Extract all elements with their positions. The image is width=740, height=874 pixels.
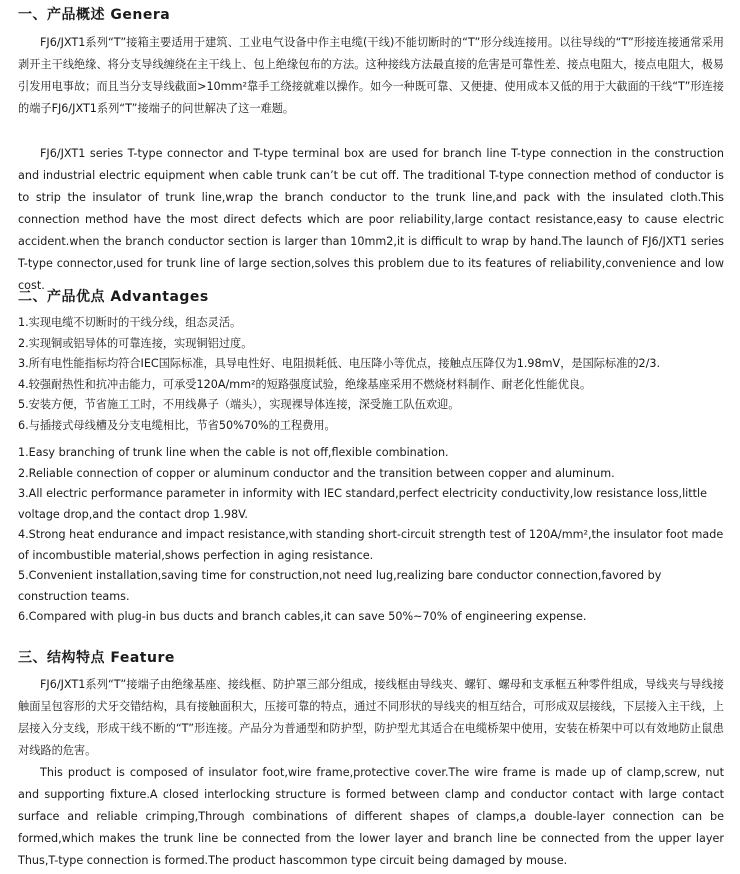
list-item: 5.安装方便，节省施工工时，不用线鼻子（端头），实现裸导体连接，深受施工队伍欢迎。	[18, 398, 460, 411]
list-item: 6.与插接式母线槽及分支电缆相比，节省50%70%的工程费用。	[18, 418, 336, 432]
section-heading-advantages: 二、产品优点 Advantages	[18, 289, 209, 305]
feature-text-en: This product is composed of insulator foot,wire frame,protective cover.The wire frame is made up of clamp,screw, nut and supporting fixture.A closed interlocking structure is formed between clamp and conductor contact with large contact surface and reliable crimping,Through combinations of different shapes of clamps,a double-layer connection can be formed,which makes the trunk line be connected from the lower layer and branch line be connected from the upper layer Thus,T-type connection is formed.The product hascommon type circuit being damaged by mouse.	[18, 766, 724, 867]
list-item: 4.Strong heat endurance and impact resistance,with standing short-circuit strength test of 120A/mm²,the insulator foot made of incombustible material,shows perfection in aging resistance.	[18, 528, 724, 562]
overview-text-en: FJ6/JXT1 series T-type connector and T-type terminal box are used for branch line T-type connection in the construction and industrial electric equipment when cable trunk can’t be cut off. The traditional T-type connection method of conductor is to strip the insulator of trunk line,wrap the branch conductor to the trunk line,and pack with the insulated cloth.This connection method have the most direct defects which are poor reliability,large contact resistance,easy to cause electric accident.when the branch conductor section is larger than 10mm2,it is difficult to wrap by hand.The launch of FJ6/JXT1 series T-type connector,used for trunk line of large section,solves this problem due to its features of reliability,convenience and low cost.	[18, 147, 724, 292]
list-item: 1.实现电缆不切断时的干线分线，组态灵活。	[18, 316, 242, 329]
section-heading-feature: 三、结构特点 Feature	[18, 650, 175, 666]
list-item: 6.Compared with plug-in bus ducts and branch cables,it can save 50%~70% of engineering expense.	[18, 610, 587, 623]
list-item: 4.较强耐热性和抗冲击能力，可承受120A/mm²的短路强度试验，绝缘基座采用不燃烧材料制作、耐老化性能优良。	[18, 377, 592, 391]
list-item: 1.Easy branching of trunk line when the cable is not off,flexible combination.	[18, 446, 449, 459]
overview-text-zh: FJ6/JXT1系列“T”接箱主要适用于建筑、工业电气设备中作主电缆(干线)不能切断时的“T”形分线连接用。以往导线的“T”形接连接通常采用剥开主干线绝缘、将分支导线缠绕在主干线上、包上绝缘包布的方法。这种接线方法最直接的危害是可靠性差、接点电阻大，接点电阻大，极易引发用电事故；而且当分支导线截面>10mm²靠手工绕接就难以操作。如今一种既可靠、又便捷、使用成本又低的用于大截面的干线“T”形连接的端子FJ6/JXT1系列“T”接端子的问世解决了这一难题。	[18, 36, 724, 115]
advantages-list-en	[18, 443, 730, 628]
section-heading-overview: 一、产品概述 Genera	[18, 7, 171, 23]
list-item: 3.All electric performance parameter in informity with IEC standard,perfect electricity conductivity,low resistance loss,little voltage drop,and the contact drop 1.98V.	[18, 487, 708, 521]
list-item: 5.Convenient installation,saving time for construction,not need lug,realizing bare conductor connection,favored by construction teams.	[18, 569, 662, 603]
list-item: 3.所有电性能指标均符合IEC国际标准，具导电性好、电阻损耗低、电压降小等优点，接触点压降仅为1.98mV，是国际标准的2/3.	[18, 357, 661, 370]
feature-text-zh: FJ6/JXT1系列“T”接端子由绝缘基座、接线框、防护罩三部分组成，接线框由导线夹、螺钉、螺母和支承框五种零件组成，导线夹与导线接触面呈包容形的犬牙交错结构，具有接触面积大，压接可靠的特点，通过不同形状的导线夹的相互结合，可形成双层接线，下层接入主干线，上层接入分支线，形成干线不断的“T”形连接。产品分为普通型和防护型，防护型尤其适合在电缆桥架中使用，安装在桥架中可以有效地防止鼠患对线路的危害。	[18, 678, 724, 757]
list-item: 2.Reliable connection of copper or aluminum conductor and the transition between copper and aluminum.	[18, 466, 615, 480]
list-item: 2.实现铜或铝导体的可靠连接，实现铜铝过度。	[18, 336, 253, 350]
advantages-list-zh	[18, 313, 730, 436]
